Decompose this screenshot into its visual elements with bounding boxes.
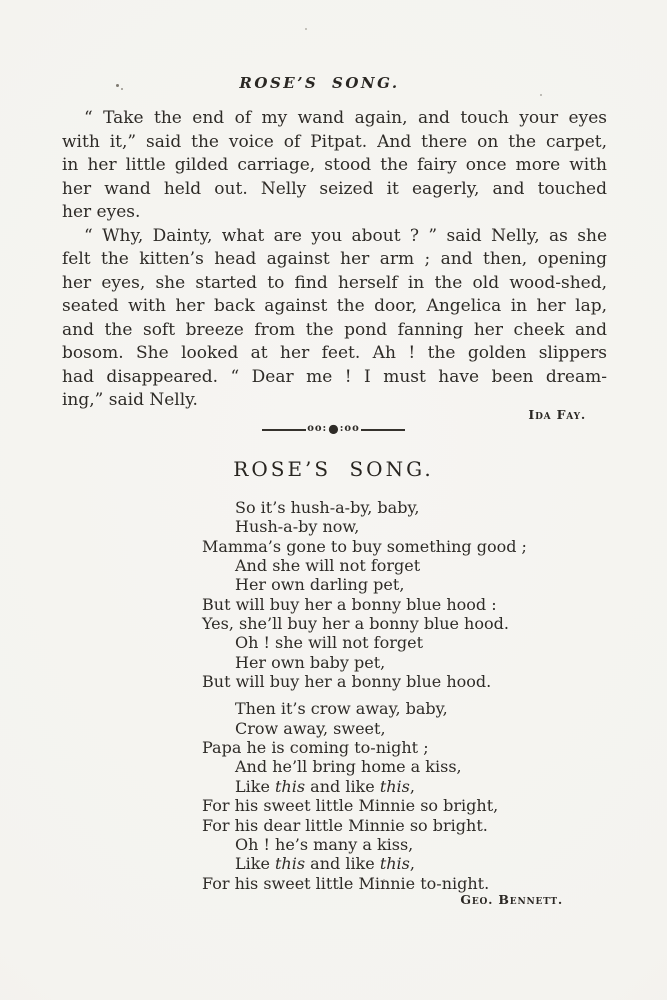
poem-text: And he’ll bring home a kiss, [235,757,462,777]
ornament-rule-right-icon [361,429,405,431]
poem-line [202,575,527,594]
poem-word-italic: this [275,854,306,874]
ornament-dots-left-icon: oo: [307,423,328,434]
poem-text: Then it’s crow away, baby, [235,699,448,719]
poem-line [202,757,527,776]
poem-text: and like [305,854,380,874]
poem-line [202,653,527,672]
poem-text: But will buy her a bonny blue hood. [202,672,492,692]
poem-line [202,719,527,738]
prose-line: “ Take the end of my wand again, and touch your eyes [84,108,607,128]
poem-line [202,777,527,796]
poem-line [202,738,527,757]
prose-line: bosom. She looked at her feet. Ah ! the golden slippers [62,343,607,363]
ink-speck [116,84,119,87]
poem-body [202,498,527,893]
poem-text: , [409,776,415,796]
poem-text: So it’s hush-a-by, baby, [235,498,420,517]
poem-text: Yes, she’ll buy her a bonny blue hood. [202,614,509,634]
ink-speck [121,88,123,90]
prose-block [62,107,607,413]
poem-text: For his sweet little Minnie so bright, [202,796,499,816]
poem-line [202,595,527,614]
ornament-rosette-icon: ● [328,421,339,436]
poem-line [202,699,527,718]
poem-line [202,816,527,835]
prose-attribution-ida-fay: Ida Fay. [528,407,586,422]
running-header: ROSE’S SONG. [239,74,400,92]
poem-line [202,537,527,556]
prose-line: her wand held out. Nelly seized it eagerly, and touched [62,178,607,199]
poem-text: And she will not forget [235,556,421,576]
prose-line: ing,” said Nelly. [62,390,198,410]
poem-title: ROSE’S SONG. [233,457,434,481]
poem-text: , [409,854,415,874]
ornament-divider [0,421,667,439]
prose-line: seated with her back against the door, Angelica in her lap, [62,296,607,316]
poem-stanza [202,498,527,691]
poem-text: Papa he is coming to-night ; [202,738,429,758]
poem-line [202,614,527,633]
poem-line [202,854,527,873]
poem-line [202,835,527,854]
poem-text: Her own darling pet, [235,575,405,595]
poem-text: For his sweet little Minnie to-night. [202,873,490,893]
prose-line: her eyes, she started to find herself in the old wood-shed, [62,272,607,293]
ink-speck [383,879,385,881]
poem-text: Her own baby pet, [235,652,386,672]
poem-text: Oh ! she will not forget [235,633,424,653]
prose-line: and the soft breeze from the pond fanning her cheek and [62,319,607,340]
poem-text: For his dear little Minnie so bright. [202,815,488,835]
ink-speck [540,94,542,96]
poem-text: and like [305,776,380,796]
poem-line [202,796,527,815]
poem-line [202,498,527,517]
prose-line: with it,” said the voice of Pitpat. And there on the carpet, [62,131,607,152]
prose-line: her eyes. [62,202,141,222]
poem-text: Hush-a-by now, [235,517,360,537]
prose-line: “ Why, Dainty, what are you about ? ” said Nelly, as she [84,225,607,246]
poem-line [202,672,527,691]
poem-text: Mamma’s gone to buy something good ; [202,536,527,556]
poem-line [202,633,527,652]
prose-line: in her little gilded carriage, stood the fairy once more with [62,155,607,175]
poem-line [202,556,527,575]
poem-line [202,874,527,893]
poem-text: Like [235,854,275,874]
poem-stanza [202,699,527,892]
ornament-dots-right-icon: :oo [339,423,360,434]
ink-speck [305,28,307,30]
prose-line: had disappeared. “ Dear me ! I must have been dream- [62,366,607,387]
poem-word-italic: this [379,776,410,796]
poem-text: But will buy her a bonny blue hood : [202,594,497,614]
poem-attribution-geo-bennett: Geo. Bennett. [460,892,563,907]
prose-line: felt the kitten’s head against her arm ; and then, opening [62,249,607,269]
poem-text: Oh ! he’s many a kiss, [235,834,414,854]
poem-word-italic: this [275,776,306,796]
poem-text: Crow away, sweet, [235,718,386,738]
ornament-rule-left-icon [262,429,306,431]
poem-line [202,517,527,536]
poem-word-italic: this [379,854,410,874]
poem-text: Like [235,776,275,796]
